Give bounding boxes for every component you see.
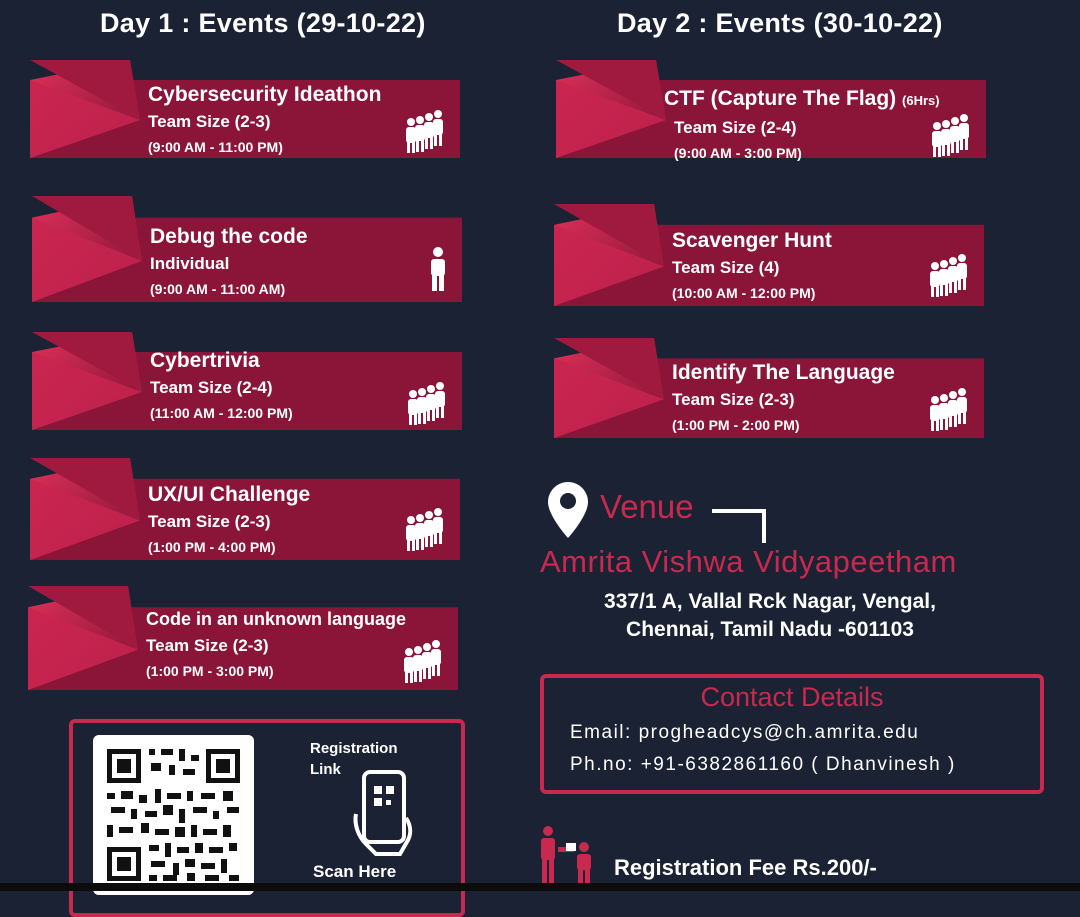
day2-title: Day 2 : Events (30-10-22) xyxy=(617,8,943,38)
contact-details-box xyxy=(540,674,1044,794)
person-icon xyxy=(428,246,448,292)
venue-address-line2: Chennai, Tamil Nadu -601103 xyxy=(626,618,914,641)
event-card-debug-the-code xyxy=(32,196,462,302)
scan-here-label: Scan Here xyxy=(313,862,397,881)
contact-email[interactable]: Email: progheadcys@ch.amrita.edu xyxy=(570,722,920,743)
venue-name: Amrita Vishwa Vidyapeetham xyxy=(540,544,957,579)
venue-label: Venue xyxy=(600,488,694,525)
group-icon xyxy=(400,506,446,552)
event-name: UX/UI Challenge xyxy=(148,483,311,506)
event-team-size: Individual xyxy=(150,254,230,273)
event-name: Identify The Language xyxy=(672,361,895,384)
event-time: (10:00 AM - 12:00 PM) xyxy=(672,285,816,301)
event-team-size: Team Size (2-3) xyxy=(148,512,271,531)
group-icon xyxy=(400,108,446,154)
event-name: Cybertrivia xyxy=(150,349,260,372)
group-icon xyxy=(926,112,972,158)
event-card-code-unknown-language xyxy=(28,586,458,690)
group-icon xyxy=(402,380,448,426)
location-pin-icon xyxy=(548,482,588,538)
event-duration: (6Hrs) xyxy=(902,93,940,108)
registration-fee: Registration Fee Rs.200/- xyxy=(614,855,877,880)
event-team-size: Team Size (2-4) xyxy=(150,378,273,397)
group-icon xyxy=(924,252,970,298)
event-time: (1:00 PM - 2:00 PM) xyxy=(672,417,800,433)
venue-address xyxy=(540,588,1000,644)
venue-address-line1: 337/1 A, Vallal Rck Nagar, Vengal, xyxy=(604,590,936,613)
event-time: (1:00 PM - 3:00 PM) xyxy=(146,663,274,679)
registration-link-line2: Link xyxy=(310,761,341,778)
bottom-bar xyxy=(0,883,1080,891)
event-time: (9:00 AM - 11:00 PM) xyxy=(148,139,283,155)
event-name-text: CTF (Capture The Flag) xyxy=(664,87,897,110)
registration-link-line1: Registration xyxy=(310,740,398,757)
phone-scan-icon xyxy=(352,770,418,856)
event-name: Code in an unknown language xyxy=(146,609,407,629)
event-name: Debug the code xyxy=(150,225,308,248)
event-card-cybertrivia xyxy=(32,332,462,430)
event-team-size: Team Size (2-3) xyxy=(148,112,271,131)
event-time: (1:00 PM - 4:00 PM) xyxy=(148,539,276,555)
event-card-identify-the-language xyxy=(554,338,984,438)
event-team-size: Team Size (4) xyxy=(672,258,780,277)
qr-code[interactable] xyxy=(93,735,254,895)
event-name: Cybersecurity Ideathon xyxy=(148,83,382,106)
payment-people-icon xyxy=(538,825,594,885)
event-team-size: Team Size (2-3) xyxy=(672,390,795,409)
event-time: (11:00 AM - 12:00 PM) xyxy=(150,405,293,421)
contact-title: Contact Details xyxy=(700,682,884,712)
venue-connector-line xyxy=(712,509,766,543)
group-icon xyxy=(398,638,444,684)
event-name xyxy=(664,86,976,114)
contact-phone[interactable]: Ph.no: +91-6382861160 ( Dhanvinesh ) xyxy=(570,754,956,775)
group-icon xyxy=(924,386,970,432)
event-card-cybersecurity-ideathon xyxy=(30,60,460,158)
event-card-ctf xyxy=(556,60,986,161)
event-team-size: Team Size (2-4) xyxy=(674,118,797,137)
event-time: (9:00 AM - 11:00 AM) xyxy=(150,281,286,297)
event-card-scavenger-hunt xyxy=(554,204,984,306)
event-time: (9:00 AM - 3:00 PM) xyxy=(674,145,802,161)
event-card-ux-ui-challenge xyxy=(30,458,460,560)
event-team-size: Team Size (2-3) xyxy=(146,636,269,655)
day1-title: Day 1 : Events (29-10-22) xyxy=(100,8,426,38)
event-name: Scavenger Hunt xyxy=(672,229,832,252)
